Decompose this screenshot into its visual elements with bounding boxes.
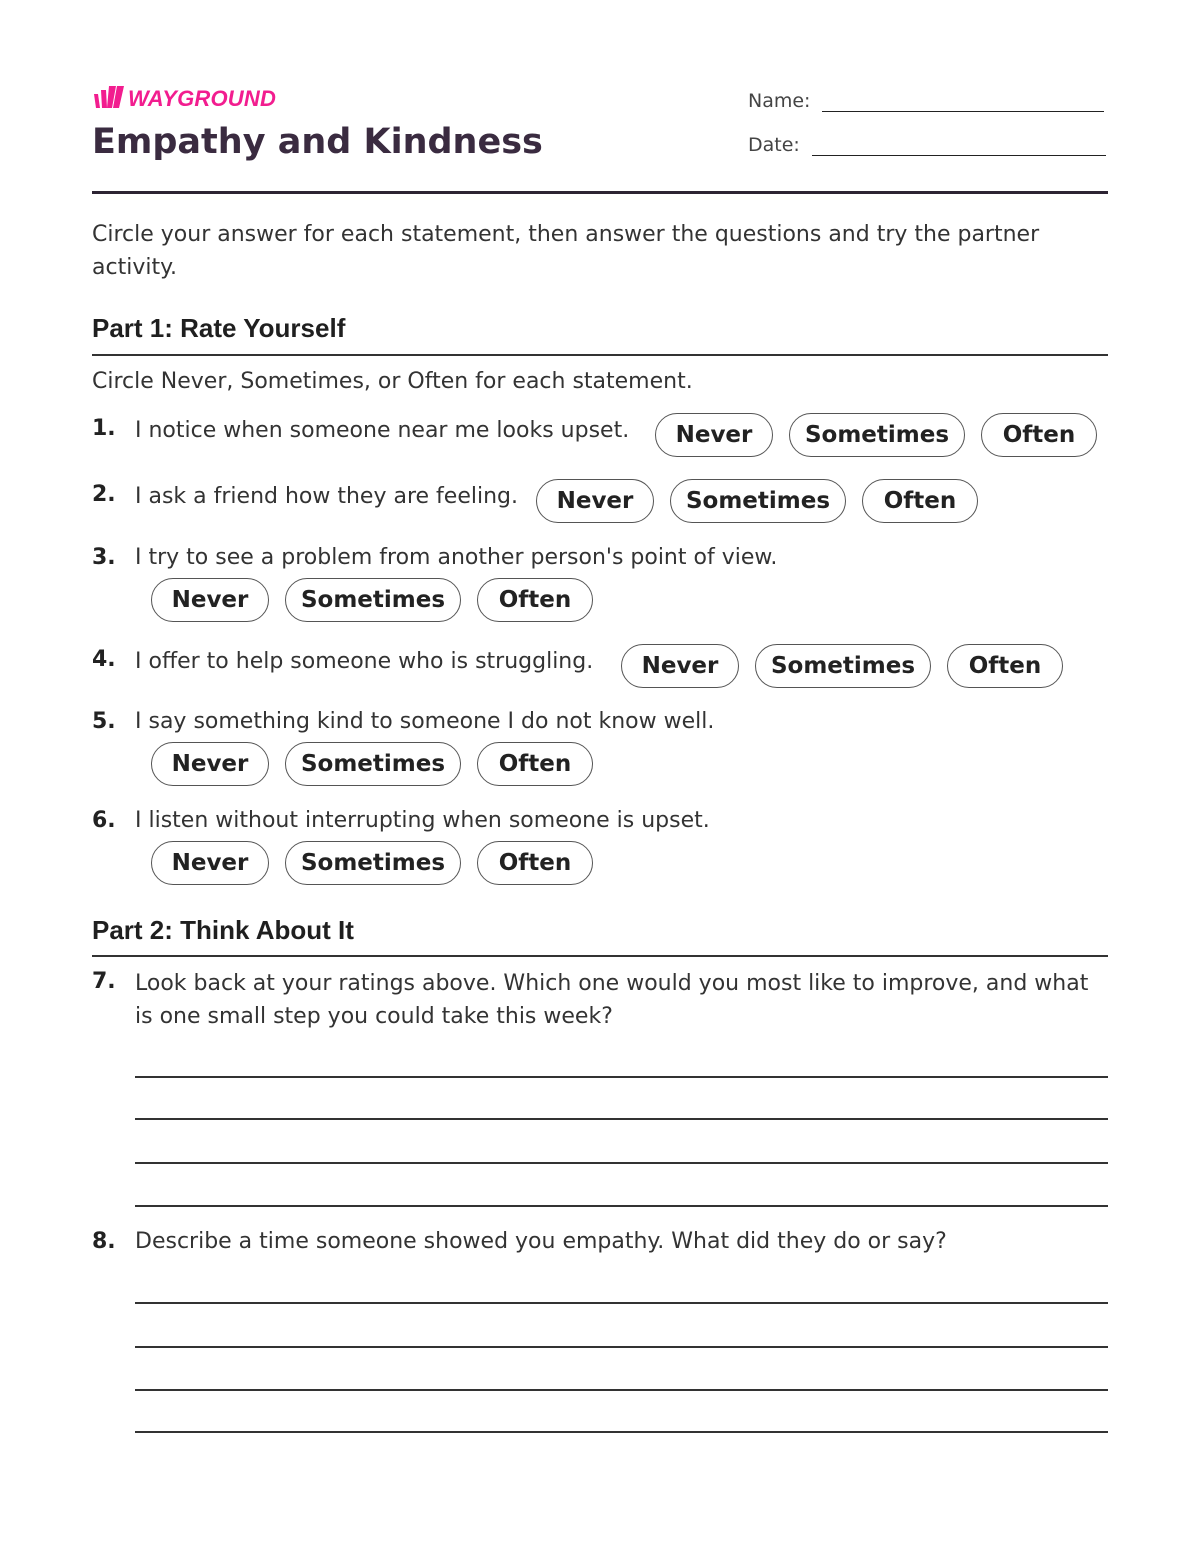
name-input-line[interactable] [822, 92, 1104, 112]
name-field-row [748, 90, 1104, 112]
question-number: 8. [92, 1229, 116, 1254]
question-text: I listen without interrupting when someone is upset. [135, 808, 710, 833]
brand-name: WAYGROUND [128, 86, 277, 111]
answer-line[interactable] [135, 1346, 1108, 1348]
option-often[interactable]: Often [947, 644, 1063, 688]
date-label: Date: [748, 134, 800, 156]
part1-divider [92, 354, 1108, 356]
option-never[interactable]: Never [151, 742, 269, 786]
question-text: I offer to help someone who is struggling. [135, 649, 594, 674]
rating-options [151, 578, 593, 622]
header-divider [92, 191, 1108, 194]
option-never[interactable]: Never [151, 578, 269, 622]
question-text: Look back at your ratings above. Which one would you most like to improve, and what is one small step you could take this week? [135, 971, 1089, 1029]
option-sometimes[interactable]: Sometimes [670, 479, 846, 523]
option-sometimes[interactable]: Sometimes [755, 644, 931, 688]
name-label: Name: [748, 90, 811, 112]
part1-title: Part 1: Rate Yourself [92, 313, 346, 343]
question-number: 1. [92, 416, 116, 441]
option-often[interactable]: Often [981, 413, 1097, 457]
rating-options [536, 479, 978, 523]
rating-options [151, 742, 593, 786]
answer-line[interactable] [135, 1205, 1108, 1207]
option-often[interactable]: Often [477, 742, 593, 786]
wayground-logo-icon [92, 86, 124, 112]
answer-line[interactable] [135, 1118, 1108, 1120]
option-often[interactable]: Often [477, 578, 593, 622]
option-sometimes[interactable]: Sometimes [789, 413, 965, 457]
question-text: I say something kind to someone I do not know well. [135, 709, 715, 734]
option-sometimes[interactable]: Sometimes [285, 841, 461, 885]
part2-divider [92, 955, 1108, 957]
option-never[interactable]: Never [655, 413, 773, 457]
question-number: 6. [92, 808, 116, 833]
answer-line[interactable] [135, 1162, 1108, 1164]
question-text: I try to see a problem from another person's point of view. [135, 545, 778, 570]
rating-options [151, 841, 593, 885]
option-sometimes[interactable]: Sometimes [285, 578, 461, 622]
question-text: Describe a time someone showed you empathy. What did they do or say? [135, 1229, 947, 1254]
date-input-line[interactable] [812, 136, 1106, 156]
question-number: 5. [92, 709, 116, 734]
option-often[interactable]: Often [477, 841, 593, 885]
question-text: I ask a friend how they are feeling. [135, 484, 518, 509]
question-text: I notice when someone near me looks upset. [135, 418, 630, 443]
option-sometimes[interactable]: Sometimes [285, 742, 461, 786]
answer-line[interactable] [135, 1076, 1108, 1078]
option-never[interactable]: Never [621, 644, 739, 688]
part1-instruction: Circle Never, Sometimes, or Often for each statement. [92, 369, 693, 394]
answer-line[interactable] [135, 1431, 1108, 1433]
option-never[interactable]: Never [536, 479, 654, 523]
answer-line[interactable] [135, 1302, 1108, 1304]
answer-line[interactable] [135, 1389, 1108, 1391]
question-number: 3. [92, 545, 116, 570]
page-title: Empathy and Kindness [92, 122, 543, 162]
rating-options [621, 644, 1063, 688]
question-number: 7. [92, 969, 116, 994]
question-number: 4. [92, 647, 116, 672]
worksheet-instructions: Circle your answer for each statement, then answer the questions and try the partner activity. [92, 222, 1040, 280]
rating-options [655, 413, 1097, 457]
part2-title: Part 2: Think About It [92, 915, 354, 945]
option-often[interactable]: Often [862, 479, 978, 523]
option-never[interactable]: Never [151, 841, 269, 885]
brand-logo [92, 86, 276, 112]
date-field-row [748, 134, 1106, 156]
question-number: 2. [92, 482, 116, 507]
